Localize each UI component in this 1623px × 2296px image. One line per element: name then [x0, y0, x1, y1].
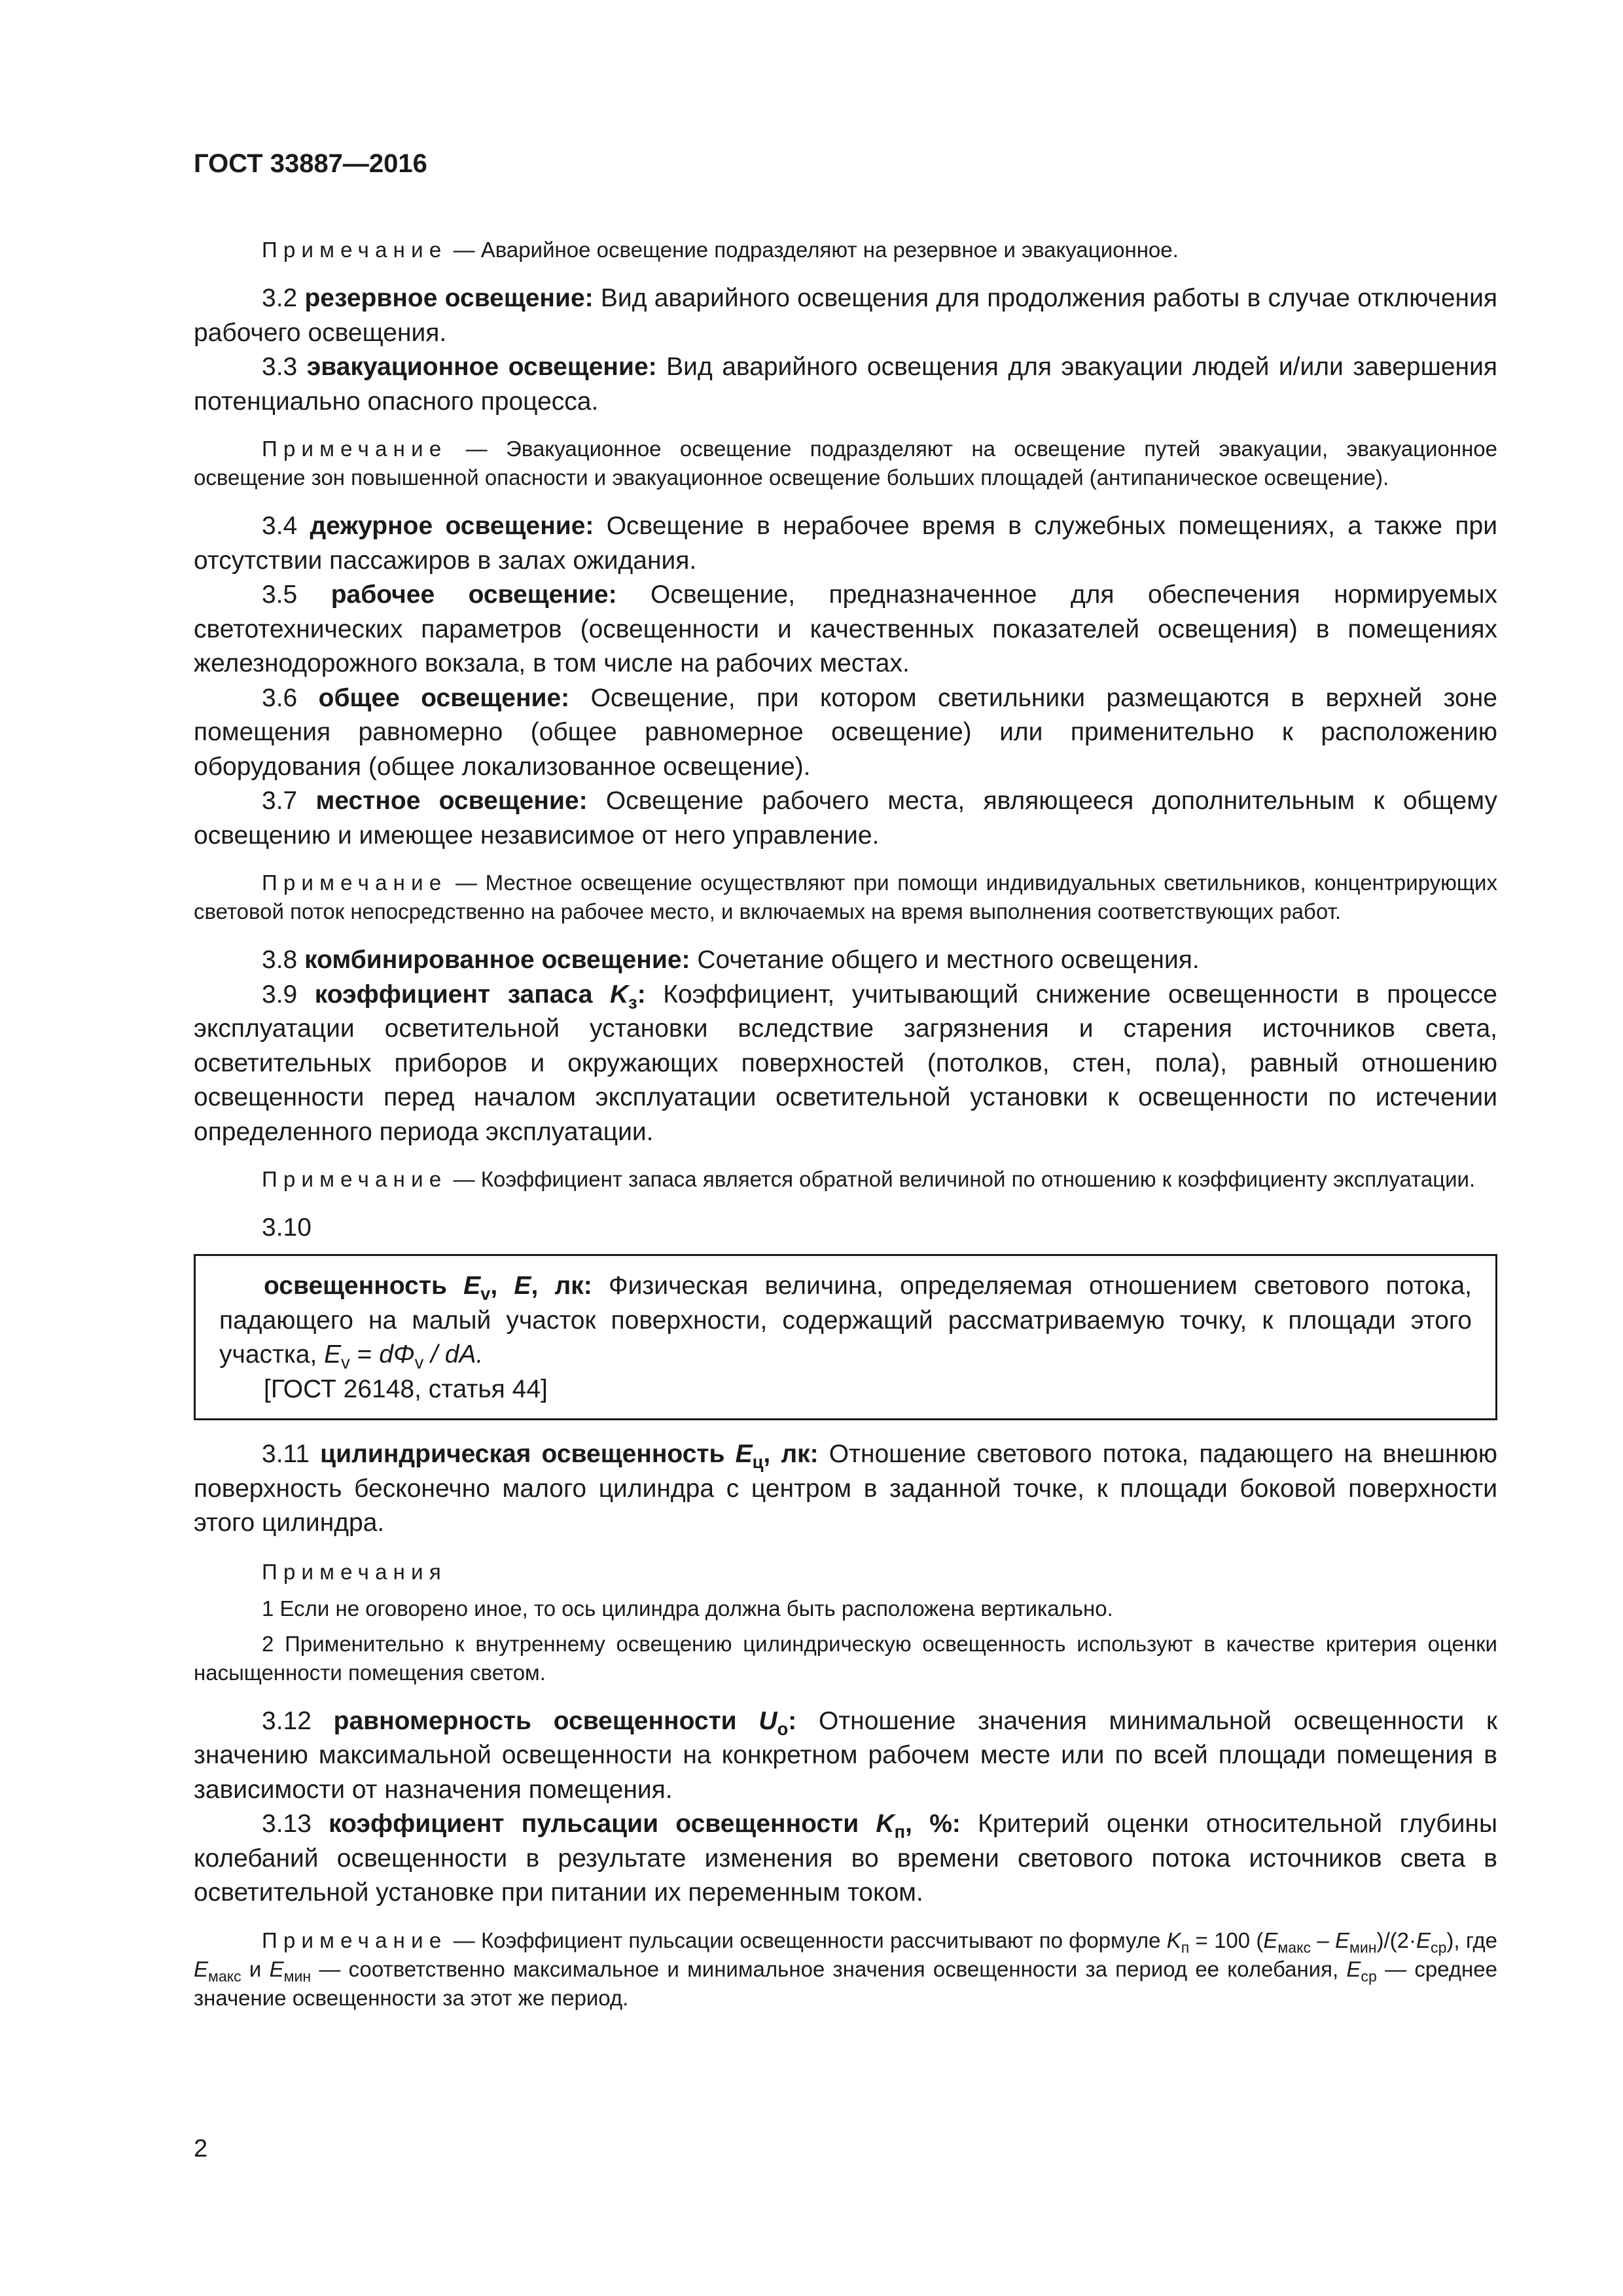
term-definition: Освещение рабочего места, являющееся дополнительным к общему освещению и имеющее независимое от него управление.: [194, 787, 1497, 850]
term-number: 3.2: [262, 284, 305, 312]
term-3-8: [194, 943, 1497, 978]
term-unit: , %:: [905, 1810, 961, 1838]
note-maintenance-factor: [194, 1165, 1497, 1194]
term-definition: Сочетание общего и местного освещения.: [690, 946, 1200, 974]
term-3-10-number: 3.10: [262, 1213, 312, 1242]
term-3-3: [194, 350, 1497, 419]
term-definition: Отношение светового потока, падающего на внешнюю поверхность бесконечно малого цилиндра с центром в заданной точке, к площади боковой поверхности этого цилиндра.: [194, 1440, 1497, 1537]
formula-part: ), где: [1446, 1928, 1497, 1952]
term-title: [264, 1272, 592, 1304]
symbol-e-min: E: [269, 1956, 284, 1981]
note-text: — Коэффициент запаса является обратной величиной по отношению к коэффициенту эксплуатации.: [447, 1167, 1476, 1191]
document-code-header: ГОСТ 33887—2016: [194, 149, 427, 178]
formula-k-sub: п: [1181, 1939, 1190, 1956]
term-unit: , лк:: [763, 1440, 819, 1468]
term-3-5: [194, 578, 1497, 681]
formula-e-max: E: [1263, 1928, 1278, 1952]
term-definition: Коэффициент, учитывающий снижение освещенности в процессе эксплуатации осветительной установки вследствие загрязнения и старения источников света, осветительных приборов и окружающих поверхностей (потолков, стен, пола), равный отношению освещенности перед началом эксплуатации осветительной установки к освещенности по истечении определенного периода эксплуатации.: [194, 980, 1497, 1146]
symbol-e-avg: E: [1346, 1956, 1361, 1981]
note-label: Примечание: [262, 870, 448, 895]
term-number: 3.9: [262, 980, 315, 1009]
term-number: 3.7: [262, 787, 316, 815]
term-number: 3.11: [262, 1440, 321, 1468]
notes-cylindrical-item-1: 1 Если не оговорено иное, то ось цилиндра должна быть расположена вертикально.: [262, 1596, 1113, 1621]
term-unit: , лк:: [531, 1272, 592, 1300]
page-number: 2: [194, 2135, 208, 2162]
notes-label: Примечания: [262, 1559, 447, 1584]
term-3-9: [194, 978, 1497, 1150]
symbol-e-avg-sub: ср: [1361, 1967, 1377, 1985]
formula-sub-v: v: [341, 1352, 350, 1372]
term-number: 3.6: [262, 683, 319, 712]
term-definition: Освещение, при котором светильники размещаются в верхней зоне помещения равномерно (общее равномерное освещение) или применительно к расположению оборудования (общее локализованное освещение).: [194, 683, 1497, 781]
note-text: — Аварийное освещение подразделяют на резервное и эвакуационное.: [447, 238, 1179, 262]
term-3-10-quoted-definition-box: [194, 1254, 1497, 1420]
formula-dphi: dΦ: [379, 1340, 415, 1369]
term-title: [333, 1706, 797, 1739]
term-3-6: [194, 681, 1497, 785]
conjunction: и: [241, 1956, 270, 1981]
term-title: [329, 1810, 961, 1842]
notes-cylindrical-item-2: 2 Применительно к внутреннему освещению цилиндрическую освещенность используют в качестве критерия оценки насыщенности помещения светом.: [194, 1631, 1497, 1685]
term-title: местное освещение:: [315, 787, 588, 815]
term-symbol-subscript: o: [777, 1718, 789, 1739]
term-definition: Освещение в нерабочее время в служебных помещениях, а также при отсутствии пассажиров в залах ожидания.: [194, 512, 1497, 575]
term-symbol-subscript: v: [480, 1283, 491, 1304]
term-symbol-subscript: ц: [752, 1451, 764, 1472]
note-label: Примечание: [262, 437, 448, 461]
term-definition: Отношение значения минимальной освещенности к значению максимальной освещенности на конкретном рабочем месте или по всей площади помещения в зависимости от назначения помещения.: [194, 1706, 1498, 1804]
note-label: Примечание: [262, 238, 448, 262]
formula-part: = 100 (: [1189, 1928, 1264, 1952]
term-symbol: K: [609, 980, 629, 1009]
note-label: Примечание: [262, 1167, 448, 1191]
term-definition: Вид аварийного освещения для продолжения работы в случае отключения рабочего освещения.: [194, 284, 1497, 347]
term-3-7: [194, 784, 1497, 853]
term-number: 3.3: [262, 353, 307, 381]
term-number: 3.12: [262, 1706, 334, 1735]
term-definition: Физическая величина, определяемая отношением светового потока, падающего на малый участок поверхности, содержащий рассматриваемую точку, к площади этого участка,: [219, 1272, 1472, 1369]
term-symbol-e: E: [514, 1272, 531, 1300]
term-3-12: [194, 1704, 1497, 1808]
term-title: рабочее освещение:: [330, 581, 617, 609]
formula-e-min-sub: мин: [1349, 1939, 1377, 1956]
formula-rest: / dA.: [423, 1340, 484, 1369]
term-symbol: E: [735, 1440, 753, 1468]
term-title-text: равномерность освещенности: [333, 1706, 759, 1735]
term-3-10-definition: [219, 1269, 1472, 1372]
term-number: 3.8: [262, 946, 305, 974]
note-text: — Коэффициент пульсации освещенности рассчитывают по формуле: [447, 1928, 1167, 1952]
term-title-text: коэффициент запаса: [314, 980, 610, 1009]
formula-k: K: [1166, 1928, 1181, 1952]
symbol-e-min-sub: мин: [283, 1967, 312, 1985]
term-number: 3.13: [262, 1810, 329, 1838]
term-3-10-reference: [ГОСТ 26148, статья 44]: [264, 1374, 548, 1403]
term-definition: Освещение, предназначенное для обеспечения нормируемых светотехнических параметров (освещенности и качественных показателей освещения) в помещениях железнодорожного вокзала, в том числе на рабочих местах.: [194, 581, 1498, 677]
notes-cylindrical-heading: [194, 1558, 1497, 1587]
term-separator: ,: [490, 1272, 514, 1300]
formula-equals: =: [349, 1340, 380, 1369]
term-3-13: [194, 1807, 1497, 1910]
formula-minus: –: [1311, 1928, 1335, 1952]
term-number: 3.5: [262, 581, 331, 609]
term-symbol-ev: E: [463, 1272, 481, 1300]
note-text: — Местное освещение осуществляют при помощи индивидуальных светильников, концентрирующих световой поток непосредственно на рабочее место, и включаемых на время выполнения соответствующих работ.: [194, 870, 1497, 924]
term-symbol: U: [758, 1706, 777, 1735]
formula-e-avg-sub: ср: [1431, 1939, 1447, 1956]
term-number: 3.4: [262, 512, 310, 540]
note-text: — соответственно максимальное и минимальное значения освещенности за период ее колебания,: [311, 1956, 1347, 1981]
symbol-e-max-sub: макс: [208, 1967, 241, 1985]
term-title: дежурное освещение:: [310, 512, 594, 540]
term-title-text: цилиндрическая освещенность: [320, 1440, 736, 1468]
formula-e: E: [324, 1340, 342, 1369]
term-title-text: коэффициент пульсации освещенности: [329, 1810, 876, 1838]
term-title: резервное освещение:: [304, 284, 594, 312]
note-text: — Эвакуационное освещение подразделяют на освещение путей эвакуации, эвакуационное освещение зон повышенной опасности и эвакуационное освещение больших площадей (антипаническое освещение).: [194, 437, 1497, 490]
term-3-2: [194, 281, 1497, 350]
formula-e-min: E: [1334, 1928, 1349, 1952]
term-definition: Вид аварийного освещения для эвакуации людей и/или завершения потенциально опасного процесса.: [194, 353, 1497, 416]
formula-e-avg: E: [1416, 1928, 1431, 1952]
term-title: [320, 1440, 819, 1472]
term-title: [314, 980, 646, 1013]
symbol-e-max: E: [194, 1956, 209, 1981]
term-title: комбинированное освещение:: [304, 946, 690, 974]
formula-part: )/(2·: [1376, 1928, 1416, 1952]
note-emergency-lighting: [194, 236, 1497, 264]
term-symbol: K: [876, 1810, 895, 1838]
note-label: Примечание: [262, 1928, 448, 1952]
term-colon: :: [788, 1706, 797, 1735]
term-title: эвакуационное освещение:: [306, 353, 657, 381]
term-title-text: освещенность: [264, 1272, 464, 1300]
note-local-lighting: [194, 869, 1497, 926]
term-3-4: [194, 509, 1497, 578]
term-colon: :: [637, 980, 646, 1009]
note-pulsation-formula: [194, 1926, 1497, 2013]
document-body: [194, 220, 1497, 2030]
note-evacuation-lighting: [194, 435, 1497, 492]
formula-e-max-sub: макс: [1277, 1939, 1311, 1956]
formula-sub-v2: v: [414, 1352, 424, 1372]
term-title: общее освещение:: [318, 683, 570, 712]
term-symbol-subscript: п: [894, 1821, 906, 1842]
term-definition: Критерий оценки относительной глубины колебаний освещенности в результате изменения во времени светового потока источников света в осветительной установке при питании их переменным током.: [194, 1810, 1497, 1907]
note-text: — среднее значение освещенности за этот же период.: [194, 1956, 1497, 2010]
term-symbol-subscript: з: [628, 992, 637, 1013]
term-3-11: [194, 1437, 1497, 1541]
